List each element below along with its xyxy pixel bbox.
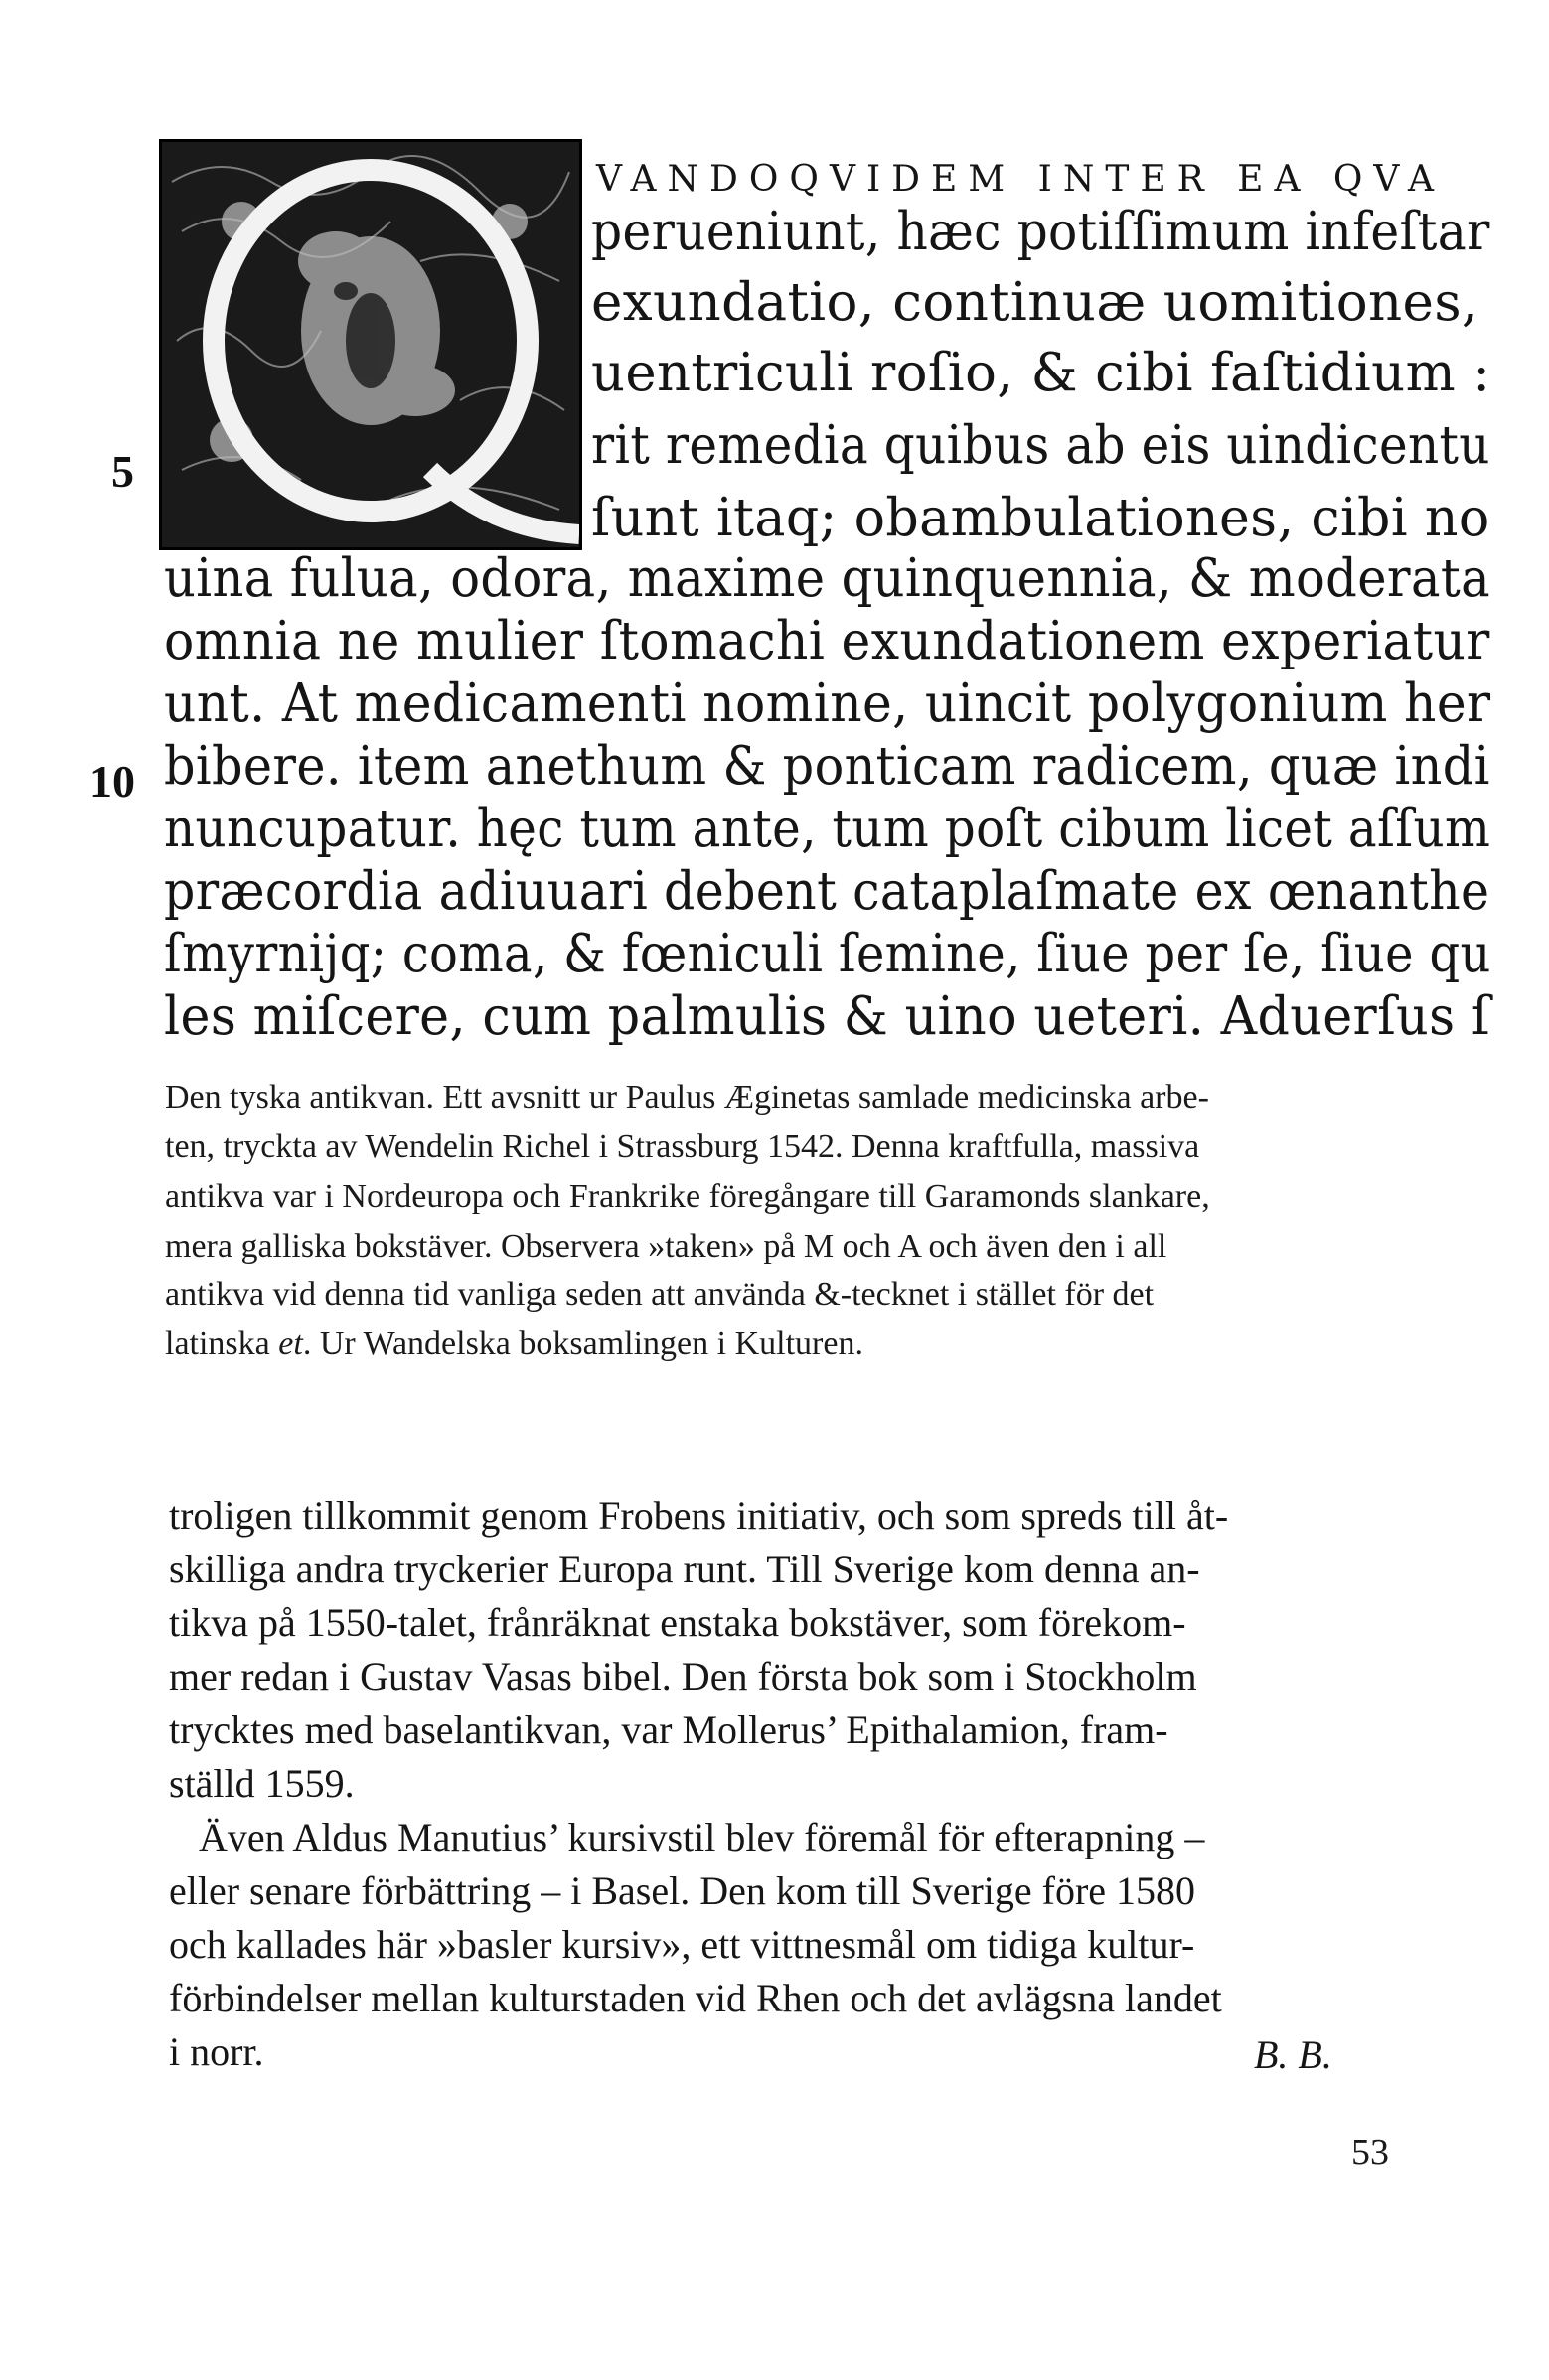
body-line-9: och kallades här »basler kursiv», ett vittnesmål om tidiga kultur- [169,1922,1195,1967]
caption-line-5: antikva vid denna tid vanliga seden att använda &-tecknet i stället för det [165,1276,1155,1313]
page-number: 53 [1351,2132,1389,2173]
body-line-3: tikva på 1550-talet, frånräknat enstaka bokstäver, som förekom- [169,1600,1186,1645]
facsimile-line-2: perueniunt, hæc potiſſimum infeſtar [591,202,1490,262]
facsimile-line-4: uentriculi roſio, & cibi faſtidium : [591,343,1491,403]
caption-italic-et: et [278,1325,303,1362]
facsimile-line-13: ſmyrnijq; coma, & fœniculi ſemine, ſiue per ſe, ſiue qu [164,924,1491,984]
facsimile-line-12: præcordia adiuuari debent cataplaſmate ex œnanthe [164,861,1490,922]
facsimile-line-10: bibere. item anethum & ponticam radicem, quæ indi [164,736,1490,797]
caption-line-1: Den tyska antikvan. Ett avsnitt ur Paulus Æginetas samlade medicinska arbe- [165,1079,1209,1116]
body-line-2: skilliga andra tryckerier Europa runt. Till Sverige kom denna an- [169,1547,1200,1591]
caption-line-4: mera galliska bokstäver. Observera »taken» på M och A och även den i all [165,1228,1167,1264]
caption-line-2: ten, tryckta av Wendelin Richel i Strassburg 1542. Denna kraftfulla, massiva [165,1128,1200,1165]
body-line-4: mer redan i Gustav Vasas bibel. Den första bok som i Stockholm [169,1654,1197,1699]
facsimile-line-3: exundatio, continuæ uomitiones, [591,272,1479,333]
facsimile-line-5: rit remedia quibus ab eis uindicentu [591,415,1490,476]
woodcut-initial-q-image [162,142,579,547]
caption-line-3: antikva var i Nordeuropa och Frankrike föregångare till Garamonds slankare, [165,1178,1210,1215]
facsimile-line-6: ſunt itaq; obambulationes, cibi no [591,488,1490,548]
body-line-11: i norr. [169,2029,264,2074]
facsimile-line-9: unt. At medicamenti nomine, uincit polygonium her [164,673,1491,734]
facsimile-line-1: VANDOQVIDEM INTER EA QVA [596,159,1445,200]
caption-line-6 [165,1325,863,1363]
line-number-5: 5 [111,446,134,497]
body-line-5: trycktes med baselantikvan, var Mollerus’ Epithalamion, fram- [169,1708,1168,1752]
body-line-10: förbindelser mellan kulturstaden vid Rhen och det avlägsna landet [169,1976,1222,2020]
facsimile-line-8: omnia ne mulier ſtomachi exundationem experiatur [164,611,1490,671]
facsimile-line-14: les miſcere, cum palmulis & uino ueteri. Aduerſus ſ [164,986,1490,1047]
body-line-1: troligen tillkommit genom Frobens initiativ, och som spreds till åt- [169,1493,1229,1538]
body-line-7: Även Aldus Manutius’ kursivstil blev föremål för efterapning – [199,1815,1205,1859]
caption-line-6-suffix: . Ur Wandelska boksamlingen i Kulturen. [302,1325,863,1362]
line-number-10: 10 [89,756,135,807]
decorated-initial [159,139,582,550]
body-line-6: ställd 1559. [169,1761,355,1806]
facsimile-line-7: uina fulua, odora, maxime quinquennia, & moderata [164,548,1490,609]
facsimile-line-11: nuncupatur. hęc tum ante, tum poſt cibum licet aſſum [164,799,1491,859]
caption-line-6-prefix: latinska [165,1325,279,1362]
body-line-8: eller senare förbättring – i Basel. Den kom till Sverige före 1580 [169,1868,1196,1913]
author-signature: B. B. [1254,2032,1332,2077]
